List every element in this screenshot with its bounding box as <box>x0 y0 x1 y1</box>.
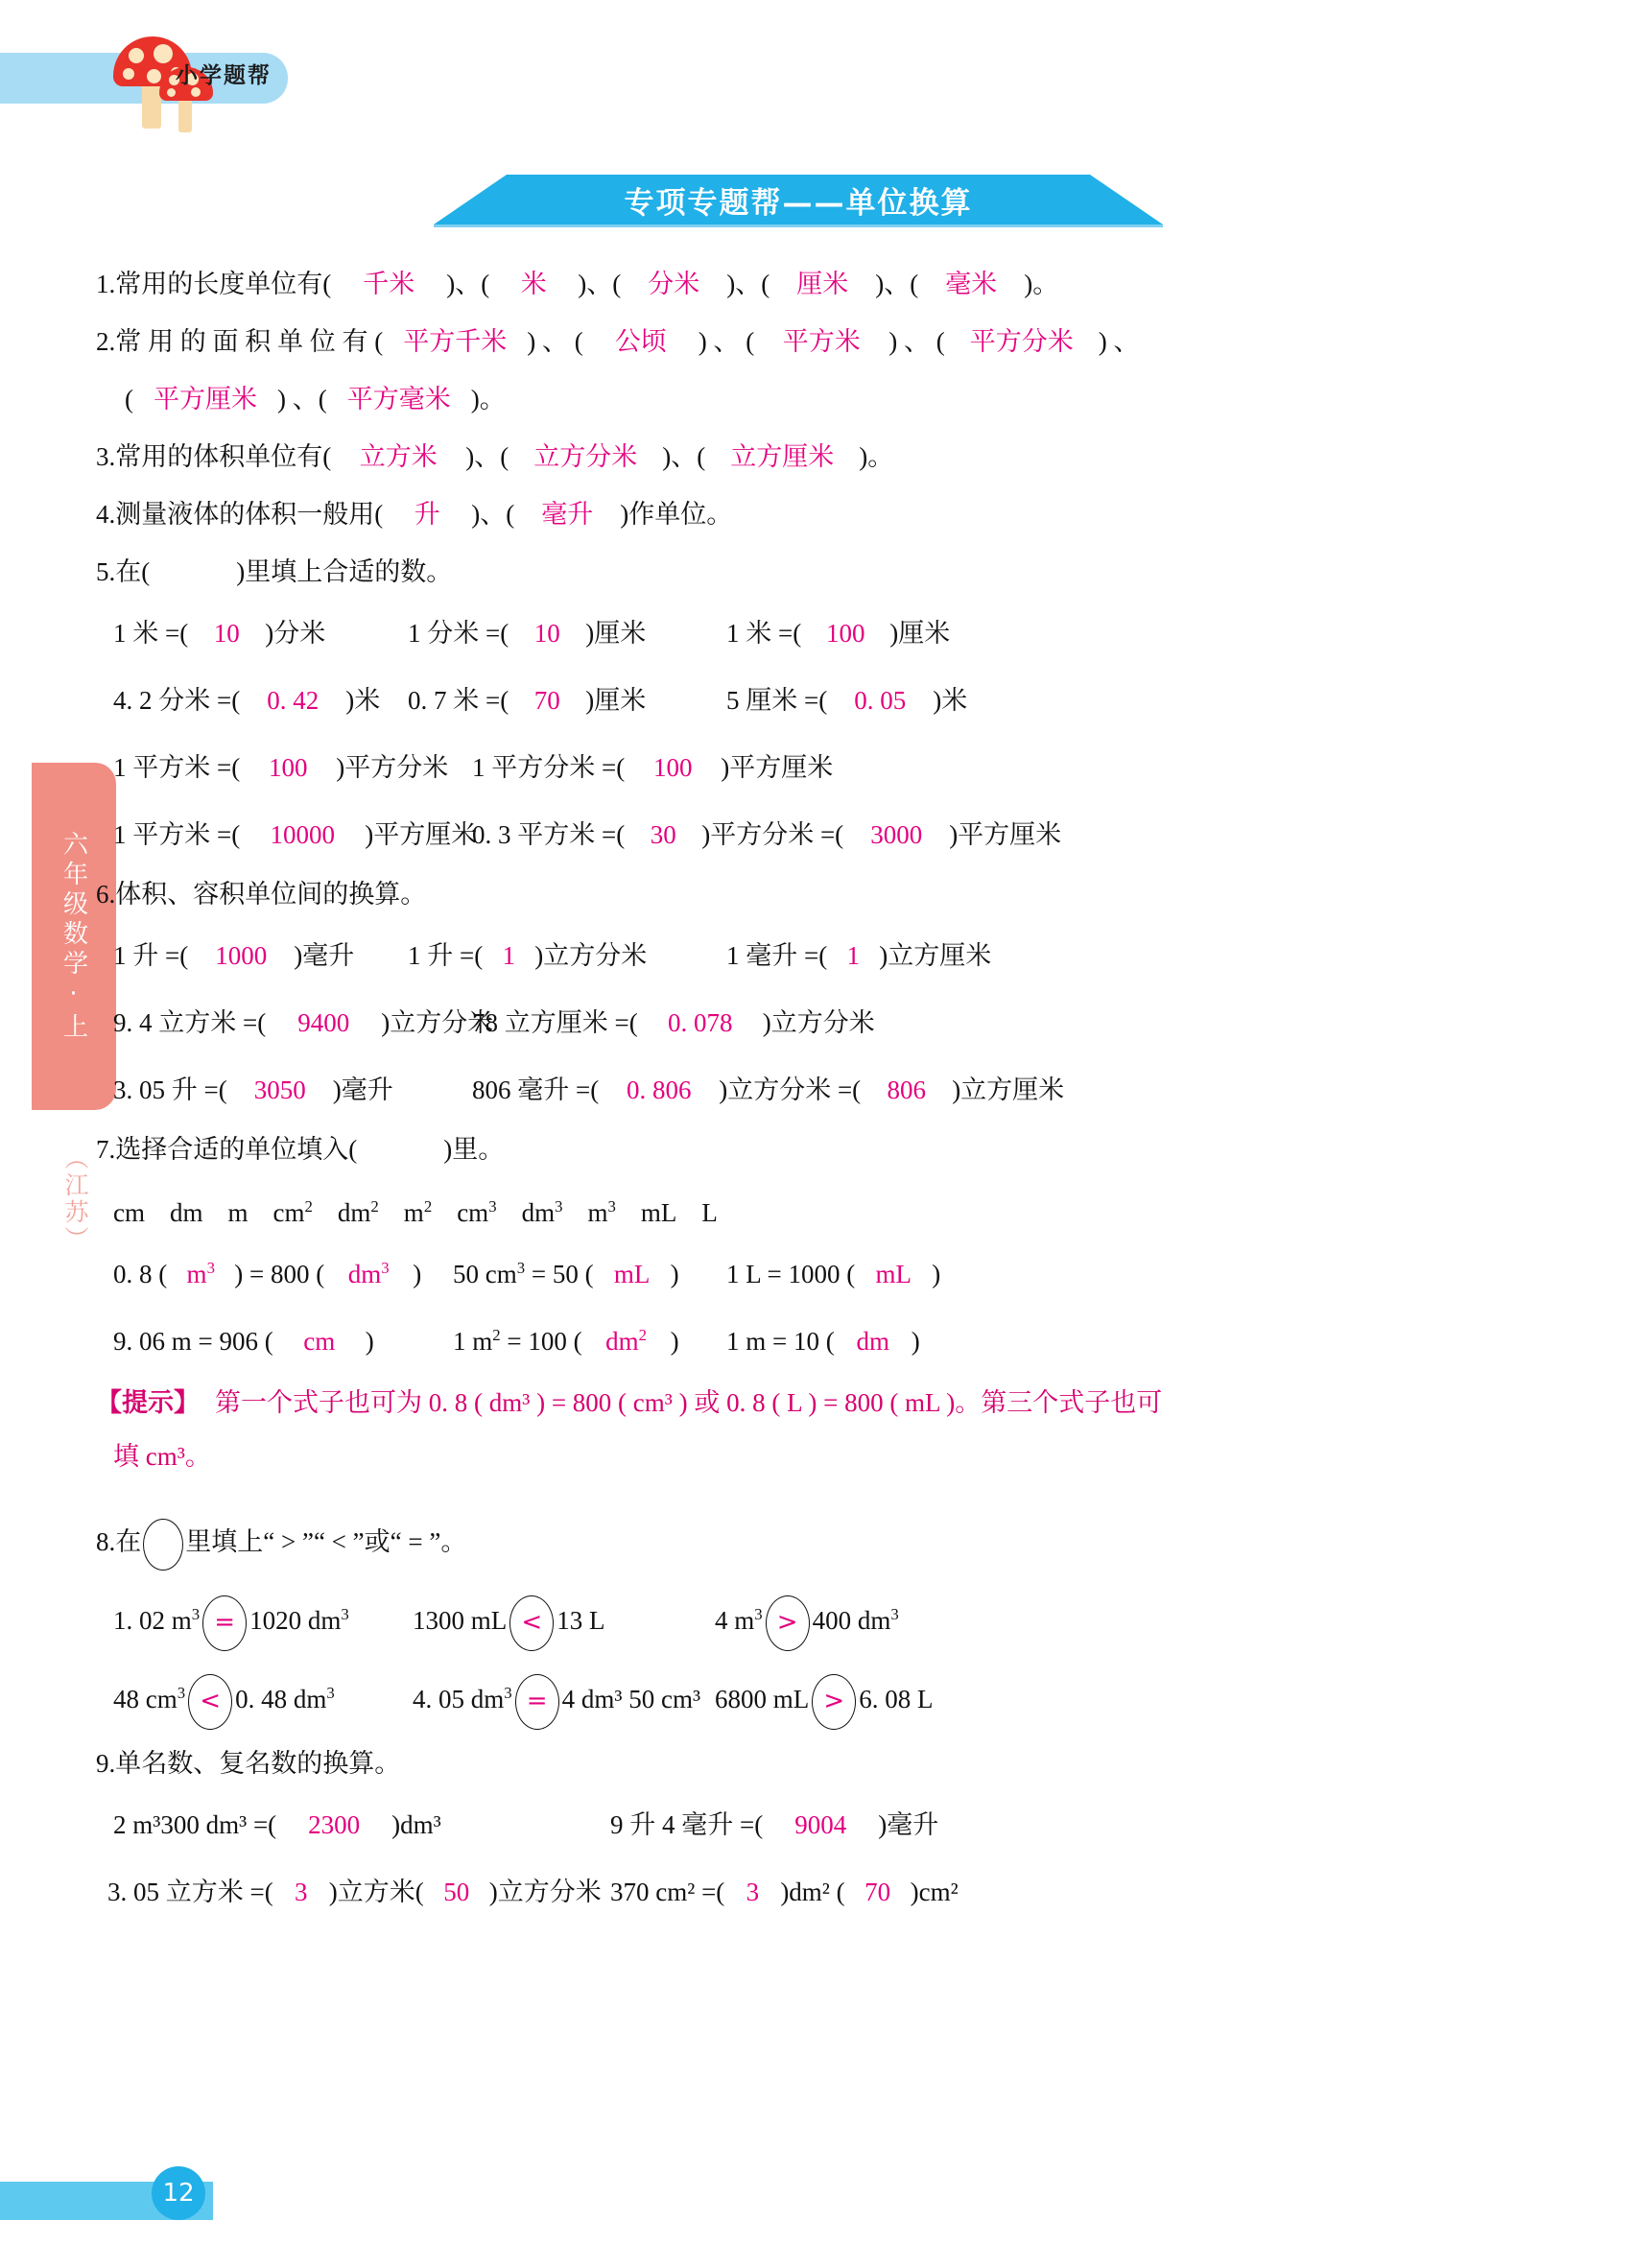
q7-r0c0-ans2: dm <box>347 1260 382 1288</box>
q5-r2c0-left: 1 平方米 =( <box>113 753 241 782</box>
q4-stem: 测量液体的体积一般用 <box>115 500 375 529</box>
q7-r1c1-ans2: dm <box>605 1327 639 1356</box>
q7-r1c0-ans2: cm <box>303 1327 336 1356</box>
q8-r1c1-right: 4 dm³ 50 cm³ <box>561 1685 701 1714</box>
q7-unit-bank <box>113 1197 718 1227</box>
q8-r1c0-operator[interactable]: < <box>188 1674 232 1730</box>
q6-r2c1-ans: 0. 806 <box>626 1075 692 1104</box>
q8-row-1-col-2 <box>715 1674 934 1730</box>
q6-r0c1-ans: 1 <box>502 941 515 970</box>
q5-r2c1-left: 1 平方分米 =( <box>472 753 626 782</box>
q6-r1c0-right: )立方分米 <box>381 1008 494 1037</box>
q5-row-2-col-0 <box>113 755 448 781</box>
q2-answer-5: 平方毫米 <box>346 385 451 413</box>
q3-answer-1: 立方分米 <box>533 442 638 471</box>
q8-row-0-col-1 <box>413 1595 605 1651</box>
q1-tail: 。 <box>1032 270 1059 298</box>
q7-r0c0-suffix: ) <box>413 1260 422 1288</box>
q5-r0c1-left: 1 分米 =( <box>408 619 509 648</box>
q7-row-1-col-0 <box>113 1329 374 1355</box>
q5-r3c1-left: 0. 3 平方米 =( <box>472 820 626 849</box>
q6-number: 6. <box>96 880 116 909</box>
q1-stem: 常用的长度单位有 <box>115 270 323 298</box>
q9-r1c0-ans: 3 <box>294 1878 308 1906</box>
question-1: 1.常用的长度单位有( 千米 )、( 米 )、( 分米 )、( 厘米 )、( 毫米 )。 <box>96 270 1059 298</box>
unit-dm2: $dm^2$ <box>337 1197 379 1227</box>
q7-r0c1-ans2: mL <box>613 1260 651 1288</box>
q9-r1c1-right: )dm² ( <box>780 1878 845 1906</box>
unit-m3: $m^3$ <box>587 1197 616 1227</box>
q8-r1c1-left-sup: 3 <box>504 1684 512 1703</box>
q1-answer-3: 厘米 <box>796 270 849 298</box>
q7-hint-line-1 <box>96 1390 1162 1416</box>
unit-dm: dm <box>170 1198 203 1227</box>
q9-r1c0-right2: )立方分米 <box>488 1878 602 1906</box>
q9-row-0-col-1 <box>610 1812 938 1838</box>
unit-cm3: $cm^3$ <box>457 1197 497 1227</box>
q9-row-1-col-0 <box>107 1879 602 1905</box>
q2-answer-1: 公顷 <box>614 327 667 356</box>
q8-r1c2-right: 6. 08 L <box>859 1685 934 1714</box>
q5-row-0-col-0 <box>113 621 325 647</box>
q8-r1c0-left-sup: 3 <box>177 1684 186 1703</box>
q9-r1c1-ans: 3 <box>746 1878 760 1906</box>
hint-text-2: 填 cm³。 <box>113 1442 211 1471</box>
q9-row-1-col-1 <box>610 1879 959 1905</box>
q8-r1c1-operator[interactable]: = <box>515 1674 559 1730</box>
q6-row-0-col-1 <box>408 943 647 969</box>
q7-row-0-col-2 <box>726 1262 940 1288</box>
q8-row-1-col-0 <box>113 1674 335 1730</box>
q9-r0c0-ans: 2300 <box>308 1810 361 1839</box>
q9-r0c1-ans: 9004 <box>794 1810 847 1839</box>
question-2: 2.常 用 的 面 积 单 位 有 ( 平方千米 ) 、 ( 公顷 ) 、 ( 平方米 ) 、 ( 平方分米 ) 、 <box>96 327 1140 356</box>
q6-row-1-col-0 <box>113 1010 493 1036</box>
q9-stem: 单名数、复名数的换算。 <box>115 1749 401 1778</box>
q6-r0c2-ans: 1 <box>846 941 860 970</box>
q6-r2c1-left: 806 毫升 =( <box>472 1075 600 1104</box>
q5-r1c2-ans: 0. 05 <box>854 686 907 715</box>
q2-stem: 常 用 的 面 积 单 位 有 <box>115 327 368 356</box>
q5-row-3-col-0 <box>113 822 477 848</box>
q8-r1c1-left: 4. 05 dm <box>413 1685 505 1714</box>
q7-r0c0-ans: m <box>186 1260 207 1288</box>
q1-answer-0: 千米 <box>363 270 415 298</box>
question-8-stem <box>96 1519 466 1571</box>
q5-r1c1-right: )厘米 <box>585 686 647 715</box>
q7-r1c1-mid: = 100 ( <box>500 1327 582 1356</box>
q8-r0c2-left-sup: 3 <box>754 1605 763 1624</box>
q8-r0c0-left: 1. 02 m <box>113 1606 192 1636</box>
q8-r0c1-left: 1300 mL <box>413 1606 508 1636</box>
q8-r0c0-right: 1020 dm <box>249 1606 342 1636</box>
q9-number: 9. <box>96 1749 116 1778</box>
question-5-stem <box>96 559 452 585</box>
q5-r3c1-right: )平方分米 =( <box>701 820 844 849</box>
q7-number: 7. <box>96 1135 116 1164</box>
q7-r1c2-suffix: ) <box>911 1327 920 1356</box>
q5-row-2-col-1 <box>472 755 833 781</box>
q6-r2c0-left: 3. 05 升 =( <box>113 1075 227 1104</box>
q9-r1c0-right: )立方米( <box>328 1878 424 1906</box>
page-number-badge: 12 <box>152 2166 205 2220</box>
unit-cm2: $cm^2$ <box>272 1197 313 1227</box>
title-underline <box>434 224 1163 227</box>
q8-row-0-col-2 <box>715 1595 899 1651</box>
q5-row-1-col-2 <box>726 688 967 714</box>
q1-number: 1. <box>96 270 116 298</box>
q5-r2c1-right: )平方厘米 <box>721 753 834 782</box>
q7-row-0-col-1 <box>453 1259 679 1288</box>
q5-r3c0-ans: 10000 <box>270 820 335 849</box>
q7-row-1-col-1 <box>453 1326 679 1356</box>
q4-answer-0: 升 <box>414 500 440 529</box>
q8-row-0-col-0 <box>113 1595 349 1651</box>
q5-stem-b: )里填上合适的数。 <box>236 557 453 586</box>
q8-r1c0-right-sup: 3 <box>326 1684 335 1703</box>
q6-r2c1-right: )立方分米 =( <box>719 1075 862 1104</box>
title-text: 专项专题帮——单位换算 <box>624 185 973 221</box>
q5-number: 5. <box>96 557 116 586</box>
q6-r0c2-right: )立方厘米 <box>879 941 992 970</box>
question-3: 3.常用的体积单位有( 立方米 )、( 立方分米 )、( 立方厘米 )。 <box>96 442 894 471</box>
q5-r1c0-ans: 0. 42 <box>267 686 320 715</box>
q9-r1c1-right2: )cm² <box>910 1878 959 1906</box>
q6-r0c0-left: 1 升 =( <box>113 941 189 970</box>
q7-r0c1-prefix-sup: 3 <box>516 1259 526 1277</box>
q7-r1c0-suffix: ) <box>365 1327 374 1356</box>
q7-r1c1-ans2-sup: 2 <box>638 1326 648 1344</box>
q3-answer-0: 立方米 <box>359 442 438 471</box>
q8-answer-circle-placeholder <box>143 1519 183 1571</box>
q7-r0c2-prefix: 1 L = 1000 ( <box>726 1260 856 1288</box>
q4-tail: 作单位。 <box>628 500 733 529</box>
q9-r1c1-left: 370 cm² =( <box>610 1878 725 1906</box>
question-2-line2: ( 平方厘米 ) 、( 平方毫米 )。 <box>125 385 506 413</box>
q5-r1c0-right: )米 <box>345 686 381 715</box>
q5-row-3-col-1 <box>472 822 1061 848</box>
q7-r1c2-ans2: dm <box>856 1327 889 1356</box>
q6-row-0-col-0 <box>113 943 354 969</box>
q2-answer-4: 平方厘米 <box>154 385 257 413</box>
q8-r1c2-operator[interactable]: > <box>812 1674 856 1730</box>
q8-r1c2-left: 6800 mL <box>715 1685 810 1714</box>
q5-r0c1-right: )厘米 <box>585 619 647 648</box>
q5-r2c0-right: )平方分米 <box>336 753 449 782</box>
q8-r1c0-right: 0. 48 dm <box>235 1685 327 1714</box>
q6-row-2-col-1 <box>472 1077 1064 1103</box>
q5-row-0-col-2 <box>726 621 950 647</box>
q8-r0c0-right-sup: 3 <box>341 1605 349 1624</box>
q8-r0c0-operator[interactable]: = <box>202 1595 247 1651</box>
question-7-stem <box>96 1137 504 1163</box>
q2-answer-3: 平方分米 <box>969 327 1074 356</box>
question-4: 4.测量液体的体积一般用( 升 )、( 毫升 )作单位。 <box>96 500 733 529</box>
q5-r0c2-right: )厘米 <box>889 619 951 648</box>
q8-number: 8. <box>96 1527 116 1557</box>
q5-r3c0-right: )平方厘米 <box>365 820 478 849</box>
q6-r1c0-left: 9. 4 立方米 =( <box>113 1008 267 1037</box>
q6-r1c1-ans: 0. 078 <box>667 1008 733 1037</box>
q6-r2c1-ans2: 806 <box>887 1075 926 1104</box>
q8-r0c2-left: 4 m <box>715 1606 755 1636</box>
q5-stem-a: 在( <box>115 557 151 586</box>
q2-number: 2. <box>96 327 116 356</box>
q5-r0c2-left: 1 米 =( <box>726 619 802 648</box>
q3-number: 3. <box>96 442 116 471</box>
q7-r0c0-ans2-sup: 3 <box>381 1259 390 1277</box>
q5-r2c1-ans: 100 <box>652 753 693 782</box>
q6-r0c1-left: 1 升 =( <box>408 941 484 970</box>
q5-r1c1-ans: 70 <box>533 686 560 715</box>
unit-mL: mL <box>640 1198 677 1227</box>
q7-r1c1-prefix: 1 m <box>453 1327 493 1356</box>
q5-r0c0-right: )分米 <box>265 619 326 648</box>
q5-r3c0-left: 1 平方米 =( <box>113 820 241 849</box>
hint-label: 【提示】 <box>96 1388 200 1417</box>
q1-answer-4: 毫米 <box>945 270 998 298</box>
q6-r1c0-ans: 9400 <box>297 1008 350 1037</box>
q9-r0c1-left: 9 升 4 毫升 =( <box>610 1810 764 1839</box>
q5-r1c0-left: 4. 2 分米 =( <box>113 686 241 715</box>
q3-stem: 常用的体积单位有 <box>115 442 323 471</box>
q8-row-1-col-1 <box>413 1674 700 1730</box>
q7-r0c0-ans-sup: 3 <box>206 1259 215 1277</box>
unit-m: m <box>227 1198 249 1227</box>
q2-tail: 。 <box>479 385 506 413</box>
q6-r2c0-right: )毫升 <box>332 1075 393 1104</box>
q6-r0c0-right: )毫升 <box>294 941 355 970</box>
q6-r0c2-left: 1 毫升 =( <box>726 941 828 970</box>
q5-row-1-col-0 <box>113 688 380 714</box>
unit-cm: cm <box>113 1198 145 1227</box>
q5-r3c1-ans2: 3000 <box>870 820 923 849</box>
q2-answer-0: 平方千米 <box>403 327 508 356</box>
q2-answer-2: 平方米 <box>782 327 861 356</box>
q6-stem: 体积、容积单位间的换算。 <box>115 880 427 909</box>
q8-r0c0-left-sup: 3 <box>191 1605 201 1624</box>
q7-row-1-col-2 <box>726 1329 920 1355</box>
q7-r1c2-prefix: 1 m = 10 ( <box>726 1327 835 1356</box>
q4-answer-1: 毫升 <box>541 500 594 529</box>
q6-row-0-col-2 <box>726 943 991 969</box>
q7-r1c1-prefix-sup: 2 <box>492 1326 501 1344</box>
q8-r0c2-operator[interactable]: > <box>766 1595 810 1651</box>
q5-r1c1-left: 0. 7 米 =( <box>408 686 509 715</box>
q5-r0c0-left: 1 米 =( <box>113 619 189 648</box>
brand-label: 小学题帮 <box>176 63 272 88</box>
q9-r0c1-right: )毫升 <box>878 1810 939 1839</box>
section-title <box>434 175 1163 230</box>
q9-r0c0-left: 2 m³300 dm³ =( <box>113 1810 277 1839</box>
q9-row-0-col-0 <box>113 1812 441 1838</box>
unit-L: L <box>701 1198 718 1227</box>
q6-r0c0-ans: 1000 <box>215 941 268 970</box>
q7-r0c1-suffix: ) <box>670 1260 679 1288</box>
q1-answer-2: 分米 <box>648 270 700 298</box>
q9-r1c1-ans2: 70 <box>864 1878 891 1906</box>
q7-stem-b: )里。 <box>443 1135 505 1164</box>
q8-r1c0-left: 48 cm <box>113 1685 178 1714</box>
q6-row-2-col-0 <box>113 1077 393 1103</box>
q7-r1c0-prefix: 9. 06 m = 906 ( <box>113 1327 273 1356</box>
q7-row-0-col-0 <box>113 1259 422 1288</box>
grade-tab-label: 六年级数学·上 <box>59 830 88 1043</box>
q4-number: 4. <box>96 500 116 529</box>
q7-r1c1-suffix: ) <box>670 1327 679 1356</box>
q7-r0c0-prefix: 0. 8 ( <box>113 1260 168 1288</box>
q8-stem-b: 里填上“ > ”“ < ”或“ = ”。 <box>185 1527 467 1557</box>
q6-r0c1-right: )立方分米 <box>534 941 648 970</box>
region-label: （江苏） <box>61 1146 89 1253</box>
q7-r0c1-prefix: 50 cm <box>453 1260 517 1288</box>
q7-r0c2-suffix: ) <box>932 1260 941 1288</box>
q5-r1c2-right: )米 <box>933 686 968 715</box>
q7-r0c0-mid: ) = 800 ( <box>234 1260 325 1288</box>
q5-r0c0-ans: 10 <box>213 619 240 648</box>
q6-row-1-col-1 <box>472 1010 875 1036</box>
q5-r2c0-ans: 100 <box>268 753 308 782</box>
q7-stem-a: 选择合适的单位填入( <box>115 1135 358 1164</box>
q8-r0c2-right: 400 dm <box>812 1606 891 1636</box>
q1-answer-1: 米 <box>520 270 547 298</box>
q5-r0c2-ans: 100 <box>825 619 865 648</box>
unit-dm3: $dm^3$ <box>521 1197 563 1227</box>
q5-r3c1-ans: 30 <box>650 820 676 849</box>
q6-r1c1-right: )立方分米 <box>762 1008 875 1037</box>
q6-r1c1-left: 78 立方厘米 =( <box>472 1008 638 1037</box>
q5-row-0-col-1 <box>408 621 646 647</box>
q7-r0c1-mid: = 50 ( <box>525 1260 594 1288</box>
question-6-stem <box>96 882 426 908</box>
q9-r0c0-right: )dm³ <box>391 1810 441 1839</box>
q8-r0c1-right: 13 L <box>557 1606 605 1636</box>
q6-r2c0-ans: 3050 <box>253 1075 306 1104</box>
q5-row-1-col-1 <box>408 688 646 714</box>
unit-m2: $m^2$ <box>403 1197 433 1227</box>
question-9-stem <box>96 1751 400 1777</box>
q9-r1c0-ans2: 50 <box>443 1878 470 1906</box>
q7-r0c2-ans2: mL <box>875 1260 912 1288</box>
q6-r2c1-right2: )立方厘米 <box>952 1075 1065 1104</box>
q9-r1c0-left: 3. 05 立方米 =( <box>107 1878 273 1906</box>
q7-hint-line-2 <box>113 1444 211 1470</box>
q8-r0c1-operator[interactable]: < <box>509 1595 554 1651</box>
q8-r0c2-right-sup: 3 <box>890 1605 899 1624</box>
q5-r1c2-left: 5 厘米 =( <box>726 686 828 715</box>
q8-stem-a: 在 <box>115 1527 142 1557</box>
q5-r3c1-right2: )平方厘米 <box>949 820 1062 849</box>
hint-text-1: 第一个式子也可为 0. 8 ( dm³ ) = 800 ( cm³ ) 或 0. 8 ( L ) = 800 ( mL )。第三个式子也可 <box>215 1388 1163 1417</box>
q5-r0c1-ans: 10 <box>533 619 560 648</box>
q3-answer-2: 立方厘米 <box>730 442 835 471</box>
